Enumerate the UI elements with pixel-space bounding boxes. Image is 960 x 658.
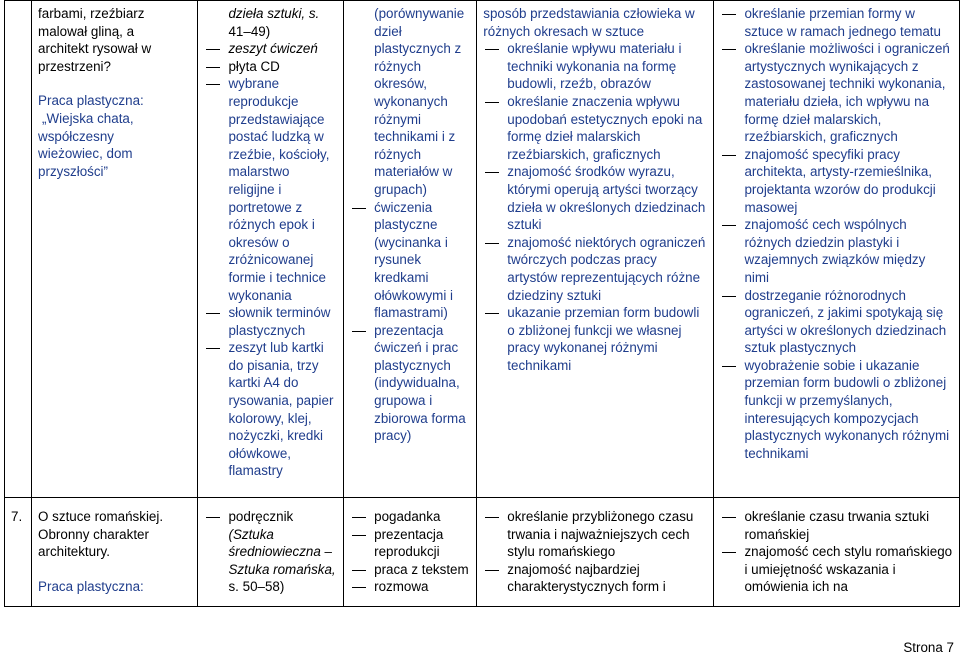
list-item: podręcznik (Sztuka średniowieczna – Sztuka romańska, s. 50–58)	[204, 508, 337, 596]
dash-bullet-icon	[206, 313, 220, 314]
dash-bullet-icon	[352, 331, 366, 332]
dash-bullet-icon	[722, 14, 736, 15]
topic-line: O sztuce romańskiej.	[38, 509, 164, 524]
dash-bullet-icon	[722, 517, 736, 518]
art-task-label: Praca plastyczna:	[38, 93, 144, 109]
topic-line: architektury.	[38, 544, 110, 560]
basic-requirements-list	[483, 40, 707, 374]
list-item: znajomość najbardziej charakterystycznych form i	[483, 561, 707, 596]
dash-bullet-icon	[722, 552, 736, 553]
list-item: prezentacja reprodukcji	[350, 526, 470, 561]
basic-requirements-list	[483, 508, 707, 596]
dash-bullet-icon	[722, 155, 736, 156]
topic-line: farbami, rzeźbiarz	[38, 6, 145, 21]
list-item: określanie przybliżonego czasu trwania i najważniejszych cech stylu romańskiego	[483, 508, 707, 561]
list-item: ukazanie przemian form budowli o zbliżonej funkcji we własnej pracy wykonanej różnymi technikami	[483, 304, 707, 374]
list-item: płyta CD	[204, 58, 337, 76]
dash-bullet-icon	[722, 49, 736, 50]
dash-bullet-icon	[485, 102, 499, 103]
row-number-cell	[5, 1, 32, 498]
list-item: określanie czasu trwania sztuki romańskiej	[720, 508, 953, 543]
list-item: znajomość niektórych ograniczeń twórczych podczas pracy artystów reprezentujących różne dziedziny sztuki	[483, 234, 707, 304]
dash-bullet-icon	[485, 313, 499, 314]
dash-bullet-icon	[485, 570, 499, 571]
list-item: zeszyt lub kartki do pisania, trzy kartki A4 do rysowania, papier kolorowy, klej, nożyczki, kredki ołówkowe, flamastry	[204, 339, 337, 480]
extended-requirements-cell	[714, 1, 960, 498]
art-task-line: przyszłości”	[38, 163, 108, 179]
dash-bullet-icon	[352, 208, 366, 209]
dash-bullet-icon	[485, 243, 499, 244]
materials-intro: dzieła sztuki, s.	[228, 6, 320, 21]
dash-bullet-icon	[352, 517, 366, 518]
dash-bullet-icon	[352, 570, 366, 571]
lesson-plan-table	[4, 0, 960, 607]
materials-list	[204, 508, 337, 596]
dash-bullet-icon	[722, 296, 736, 297]
dash-bullet-icon	[206, 84, 220, 85]
dash-bullet-icon	[722, 225, 736, 226]
extended-requirements-cell	[714, 498, 960, 607]
dash-bullet-icon	[206, 348, 220, 349]
art-task-line: wieżowiec, dom	[38, 146, 133, 162]
list-item: praca z tekstem	[350, 561, 470, 579]
row-number-cell	[5, 498, 32, 607]
basic-intro: sposób przedstawiania człowieka w różnych okresach w sztuce	[483, 6, 695, 39]
art-task-line: „Wiejska chata,	[42, 110, 134, 126]
list-item: zeszyt ćwiczeń	[204, 40, 337, 58]
topic-cell	[32, 498, 198, 607]
materials-cell	[198, 498, 344, 607]
methods-list	[350, 508, 470, 596]
list-item: znajomość środków wyrazu, którymi operują artyści tworzący dzieła w określonych dziedzinach sztuki	[483, 163, 707, 233]
dash-bullet-icon	[485, 517, 499, 518]
list-item: wyobrażenie sobie i ukazanie przemian form budowli o zbliżonej funkcji w przemyślanych, interesujących kompozycjach plastycznych wykonanych różnymi technikami	[720, 357, 953, 463]
list-item: rozmowa	[350, 578, 470, 596]
topic-cell	[32, 1, 198, 498]
list-item: pogadanka	[350, 508, 470, 526]
list-item: znajomość cech stylu romańskiego i umiejętność wskazania i omówienia ich na	[720, 543, 953, 596]
dash-bullet-icon	[485, 172, 499, 173]
topic-line: przestrzeni?	[38, 58, 111, 74]
list-item: dostrzeganie różnorodnych ograniczeń, z jakimi spotykają się artyści w określonych dziedzinach sztuk plastycznych	[720, 287, 953, 357]
list-item: znajomość specyfiki pracy architekta, artysty-rzemieślnika, projektanta wzorów do produkcji masowej	[720, 146, 953, 216]
dash-bullet-icon	[722, 366, 736, 367]
table-row	[5, 1, 960, 498]
list-item: słownik terminów plastycznych	[204, 304, 337, 339]
dash-bullet-icon	[206, 517, 220, 518]
methods-intro: (porównywanie dzieł plastycznych z różnych okresów, wykonanych różnymi technikami i z różnych materiałów w grupach)	[374, 6, 465, 197]
materials-intro-pages: 41–49)	[228, 23, 271, 39]
methods-cell	[344, 498, 477, 607]
topic-line: Obronny charakter	[38, 526, 149, 542]
list-item: określanie wpływu materiału i techniki wykonania na formę budowli, rzeźb, obrazów	[483, 40, 707, 93]
dash-bullet-icon	[485, 49, 499, 50]
list-item: znajomość cech wspólnych różnych dziedzin plastyki i wzajemnych związków między nimi	[720, 216, 953, 286]
materials-cell	[198, 1, 344, 498]
dash-bullet-icon	[206, 49, 220, 50]
list-item: określanie znaczenia wpływu upodobań estetycznych epoki na formę dzieł malarskich rzeźbiarskich, graficznych	[483, 93, 707, 163]
lesson-number: 7.	[11, 509, 23, 524]
basic-requirements-cell	[477, 1, 714, 498]
list-item: prezentacja ćwiczeń i prac plastycznych (indywidualna, grupowa i zbiorowa forma pracy)	[350, 322, 470, 445]
list-item: wybrane reprodukcje przedstawiające postać ludzką w rzeźbie, kościoły, malarstwo religijne i portretowe z różnych epok i okresów o zróżnicowanej formie i technice wykonania	[204, 75, 337, 304]
dash-bullet-icon	[352, 535, 366, 536]
materials-list	[204, 40, 337, 480]
art-task-label: Praca plastyczna:	[38, 578, 144, 594]
topic-line: malował gliną, a	[38, 23, 135, 39]
list-item: określanie możliwości i ograniczeń artystycznych wynikających z zastosowanej techniki wykonania, materiału dzieła, ich wpływu na formę dzieł malarskich, rzeźbiarskich, graficznych	[720, 40, 953, 146]
methods-list	[350, 199, 470, 445]
page-number: Strona 7	[903, 640, 954, 655]
art-task-line: współczesny	[38, 128, 114, 144]
extended-requirements-list	[720, 5, 953, 462]
extended-requirements-list	[720, 508, 953, 596]
methods-cell	[344, 1, 477, 498]
basic-requirements-cell	[477, 498, 714, 607]
dash-bullet-icon	[352, 587, 366, 588]
list-item: określanie przemian formy w sztuce w ramach jednego tematu	[720, 5, 953, 40]
table-row	[5, 498, 960, 607]
topic-line: architekt rysował w	[38, 41, 152, 57]
list-item: ćwiczenia plastyczne (wycinanka i rysunek kredkami ołówkowymi i flamastrami)	[350, 199, 470, 322]
dash-bullet-icon	[206, 67, 220, 68]
